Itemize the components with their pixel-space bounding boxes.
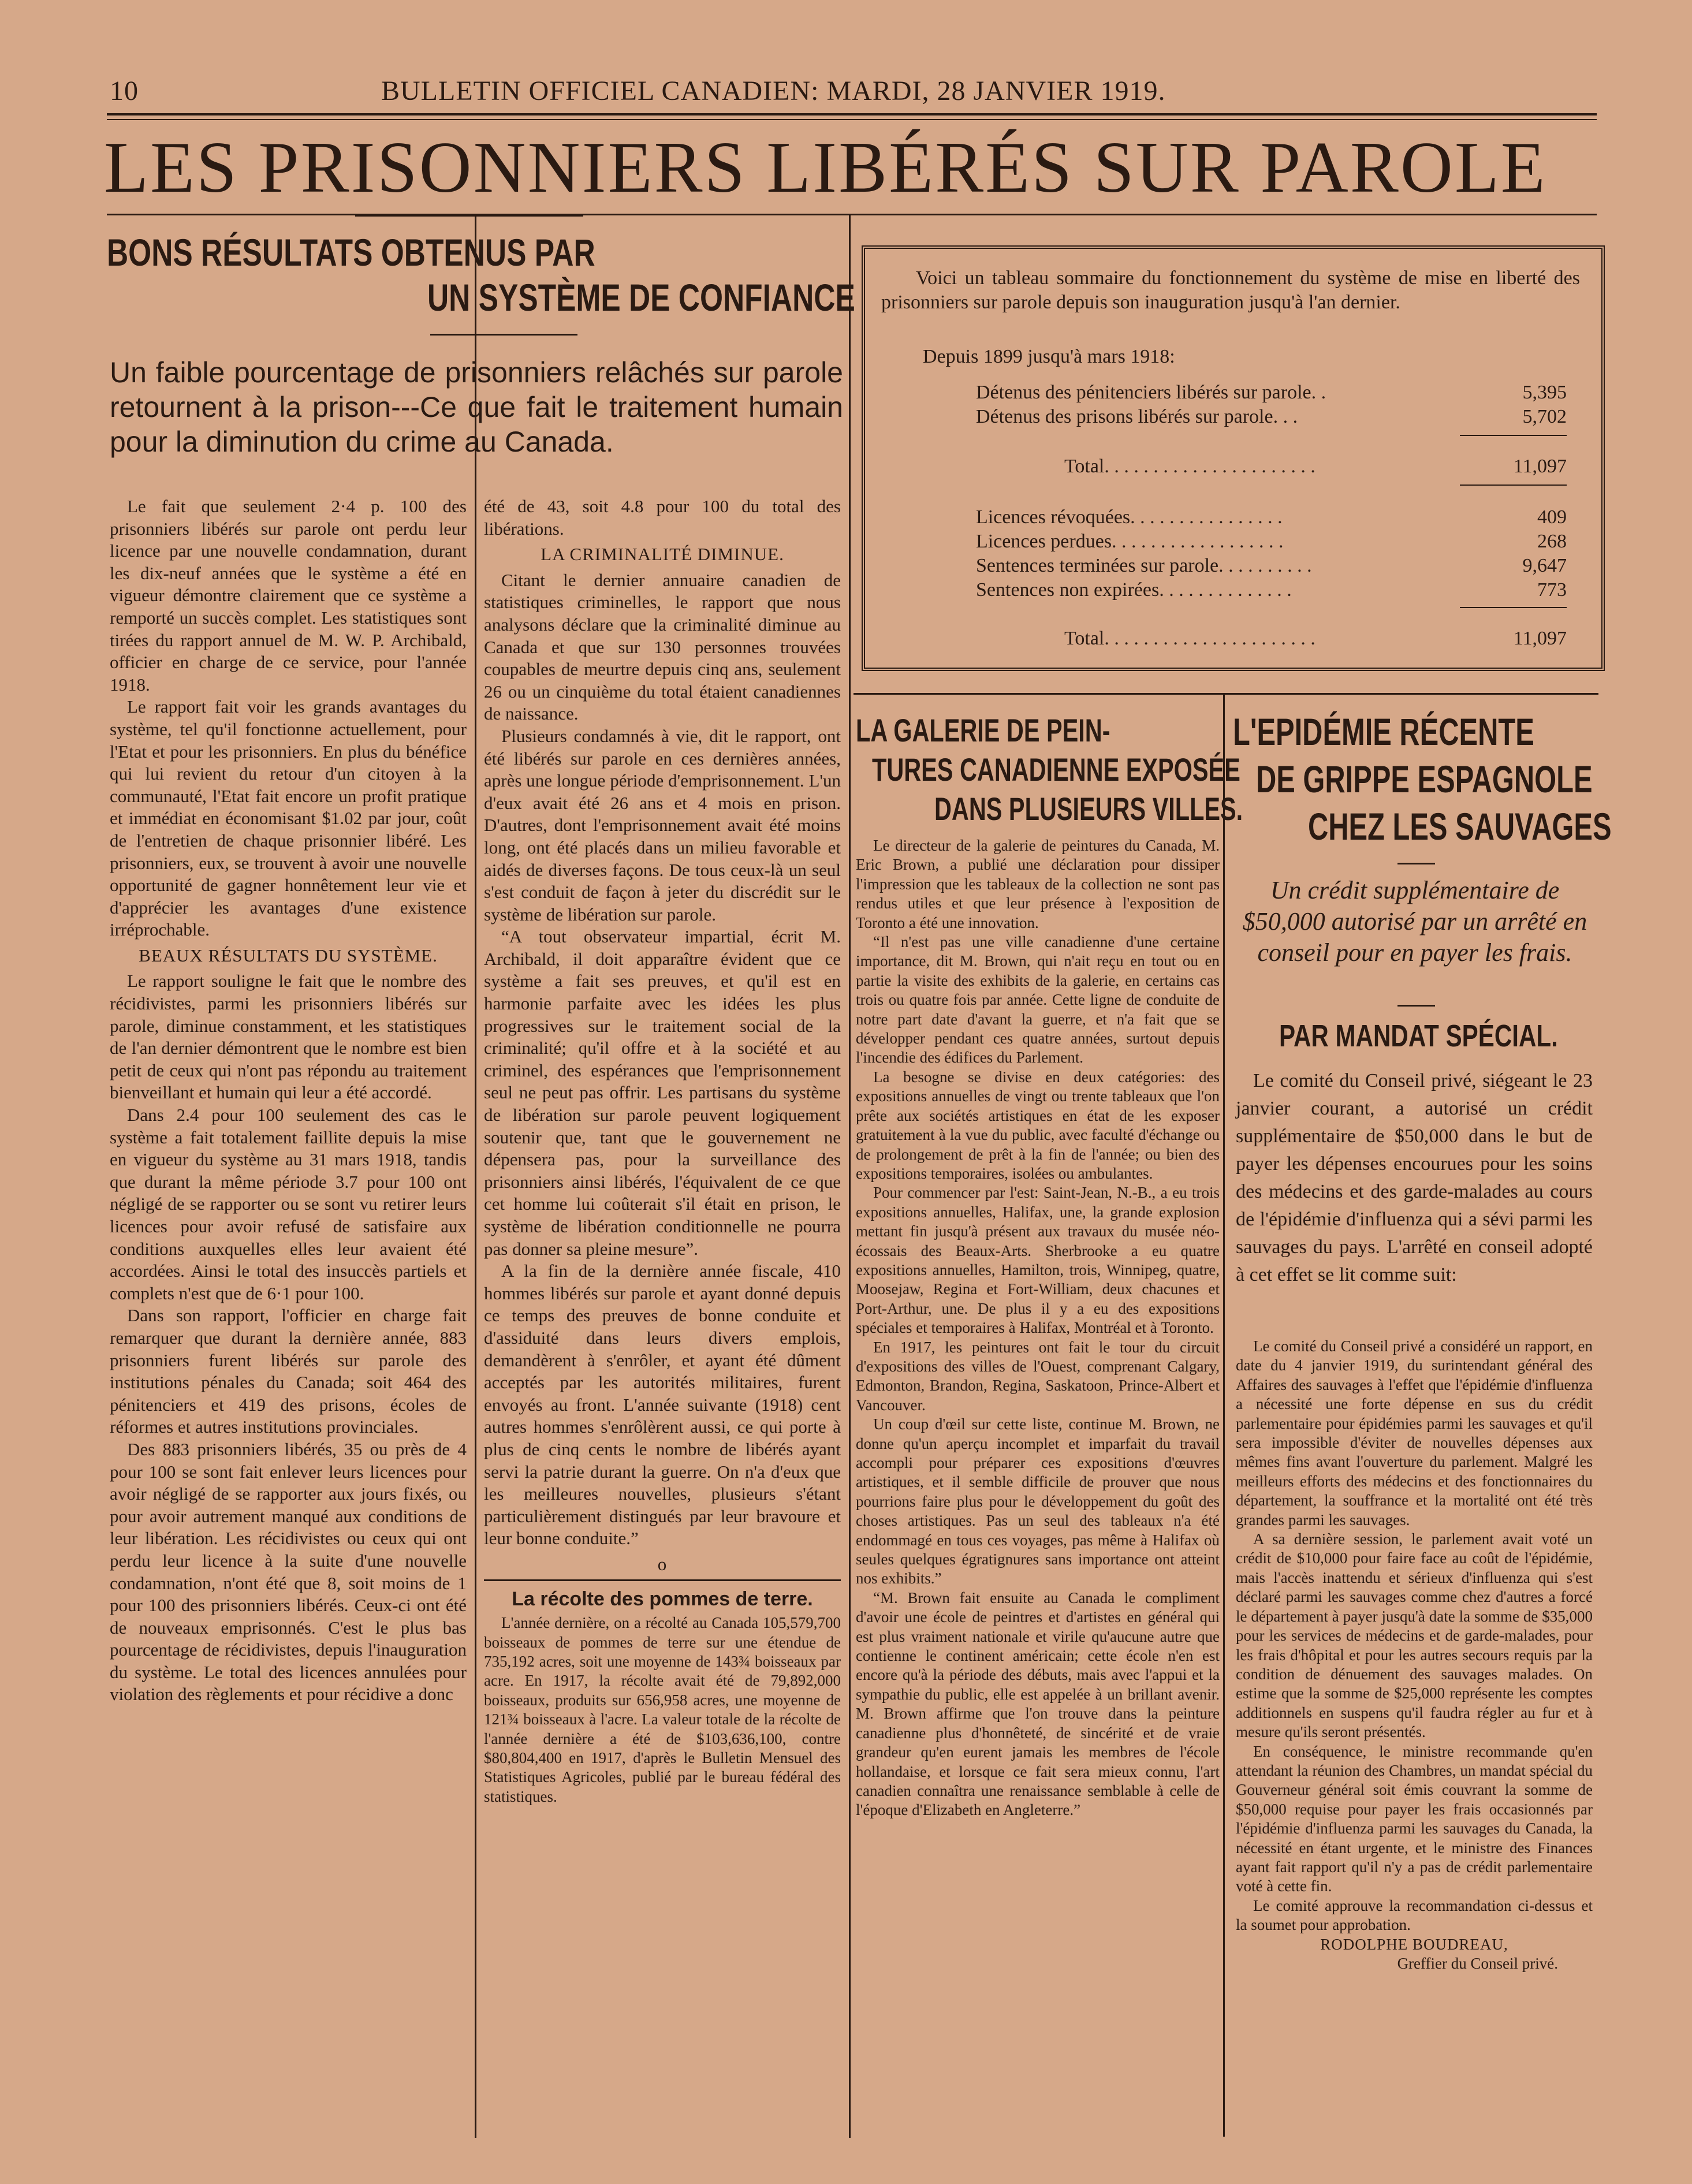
gallery-headline-line3: DANS PLUSIEURS VILLES.	[934, 791, 1243, 827]
table-row-label: Licences perdues. . . . . . . . . . . . . . . . . .	[976, 531, 1284, 552]
separator-mark: o	[657, 1553, 668, 1574]
paragraph: Le comité du Conseil privé, siégeant le 23 janvier courant, a autorisé un crédit supplémentaire de $50,000 dans le but de payer les dépenses encourues pour les soins des médecins et des garde-malades au cours de l'épidémie d'influenza qui a sévi parmi les sauvages du pays. L'arrêté en conseil adopté à cet effet se lit comme suit:	[1236, 1070, 1593, 1285]
potatoes-headline: La récolte des pommes de terre.	[512, 1587, 813, 1610]
paragraph: Un coup d'œil sur cette liste, continue M. Brown, ne donne qu'un aperçu incomplet et imparfait du travail accompli pour préparer ces expositions d'œuvres artistiques, et il semble difficile de prouver que nous pourrions faire plus pour le développement du goût des choses artistiques. Pas un seul des tableaux n'a été endommagé en tous ces voyages, pas même à Halifax où seules quelques égratignures sans importance ont atteint nos exhibits.”	[856, 1415, 1220, 1587]
article-headline-line1: BONS RÉSULTATS OBTENUS PAR	[107, 231, 595, 274]
table-row-label: Détenus des prisons libérés sur parole. . .	[976, 406, 1298, 427]
column-rule	[1223, 693, 1225, 2137]
signature-name: RODOLPHE BOUDREAU,	[1320, 1935, 1508, 1953]
subheading: LA CRIMINALITÉ DIMINUE.	[541, 544, 784, 565]
epidemic-headline-line1: L'EPIDÉMIE RÉCENTE	[1233, 710, 1534, 753]
paragraph: Citant le dernier annuaire canadien de statistiques criminelles, le rapport que nous analysons déclare que la criminalité diminue au Canada et que sur 130 personnes trouvées coupables de meurtre depuis cinq ans, seulement 26 ou un cinquième du total étaient canadiennes de naissance.	[484, 569, 841, 724]
paragraph: A sa dernière session, le parlement avait voté un crédit de $10,000 pour faire face au coût de l'épidémie, mais l'accès inattendu et sérieux d'influenza qui s'est déclaré parmi les sauvages comme chez d'autres a forcé le département à payer jusqu'à date la somme de $35,000 pour les services de médecins et de garde-malades, pour les frais d'hôpital et pour les autres secours requis par la condition de dénuement des sauvages malades. On estime que la somme de $25,000 représente les comptes additionnels en suspens qu'il faudra régler au fur et à mesure qu'ils seront présentés.	[1236, 1530, 1593, 1741]
header-rule	[107, 113, 1597, 115]
gallery-headline-line1: LA GALERIE DE PEIN-	[856, 712, 1110, 748]
table-row-value: 409	[1537, 506, 1567, 528]
paragraph: Plusieurs condamnés à vie, dit le rapport, ont été libérés sur parole en ces dernières années, après une longue période d'emprisonnement. L'un d'eux avait été 26 ans et 4 mois en prison. D'autres, dont l'emprisonnement avait été moins long, ont été placés dans un milieu favorable et aidés de diverses façons. De tous ceux-là un seul s'est conduit de façon à jeter du discrédit sur le système de libération sur parole.	[484, 725, 841, 925]
paragraph: La besogne se divise en deux catégories: des expositions annuelles de vingt ou trente tableaux que l'on prête aux sociétés artistiques en état de les exposer gratuitement à la vue du public, avec faculté d'échange ou de prolongement de prêt à la fin de l'année; ou bien des expositions temporaires, isolées ou ambulantes.	[856, 1068, 1220, 1182]
table-row-value: 268	[1537, 531, 1567, 552]
gallery-column	[856, 836, 1220, 1820]
paragraph: Le rapport souligne le fait que le nombre des récidivistes, parmi les prisonniers libérés sur parole, diminue constamment, et les statistiques de l'an dernier démontrent que le nombre est bien petit de ceux qui n'ont pas répondu au traitement bienveillant et humain qui leur a été accordé.	[110, 971, 467, 1103]
main-title: LES PRISONNIERS LIBÉRÉS SUR PAROLE	[104, 128, 1547, 208]
paragraph: A la fin de la dernière année fiscale, 410 hommes libérés sur parole et ayant donné depuis ce temps des preuves de bonne conduite et d'assiduité dans leurs divers emplois, demandèrent à s'enrôler, et ayant été dûment acceptés par les autorités militaires, furent envoyés au front. L'année suivante (1918) cent autres hommes s'enrôlèrent aussi, ce qui porte à plus de cinq cents le nombre de libérés ayant servi la patrie durant la guerre. On n'a d'eux que les meilleures nouvelles, plusieurs s'étant particulièrement distingués par leur bravoure et leur bonne conduite.”	[484, 1261, 841, 1549]
article-headline-line2: UN SYSTÈME DE CONFIANCE	[427, 276, 855, 319]
epidemic-deck: Un crédit supplémentaire de $50,000 autorisé par un arrêté en conseil pour en payer les frais.	[1242, 876, 1587, 967]
column-rule	[849, 215, 851, 2138]
column-rule	[475, 215, 476, 2138]
paragraph: En 1917, les peintures ont fait le tour du circuit d'expositions des villes de l'Ouest, comprenant Calgary, Edmonton, Brandon, Regina, Saskatoon, Prince-Albert et Vancouver.	[856, 1338, 1220, 1414]
statistics-box	[862, 245, 1605, 671]
sum-rule	[1460, 607, 1567, 608]
headline-rule	[1397, 863, 1435, 864]
paragraph: Dans son rapport, l'officier en charge fait remarquer que durant la dernière année, 883 prisonniers furent libérés sur parole des institutions pénales du Canada; soit 464 des pénitenciers et 419 des prisons, écoles de réformes et autres institutions provinciales.	[110, 1305, 467, 1437]
headline-rule	[1397, 1005, 1435, 1007]
table-total-label: Total. . . . . . . . . . . . . . . . . . . . . .	[1064, 456, 1315, 477]
table-row-value: 9,647	[1522, 555, 1567, 576]
epidemic-subheading: PAR MANDAT SPÉCIAL.	[1279, 1019, 1558, 1053]
paragraph: été de 43, soit 4.8 pour 100 du total des libérations.	[484, 496, 841, 539]
paragraph: “A tout observateur impartial, écrit M. Archibald, il doit apparaître évident que ce système a fait ses preuves, et qu'il est en harmonie parfaite avec les idées les plus progressives sur le traitement social de la criminalité; qu'il offre et à la société et au criminel, des espérances que l'emprisonnement seul ne peut pas offrir. Les partisans du système de libération sur parole peuvent logiquement soutenir que, tant que le gouvernement ne dépensera pas, pour la surveillance des prisonniers ainsi libérés, l'équivalent de ce que cet homme lui coûterait s'il était en prison, le système de libération conditionnelle ne pourra pas donner sa pleine mesure”.	[484, 926, 841, 1259]
paragraph: Dans 2.4 pour 100 seulement des cas le système a fait totalement faillite depuis la mise en vigueur du système au 31 mars 1918, tandis que durant la même période 3.7 pour 100 ont négligé de se rapporter ou se sont vu retirer leurs licences pour avoir refusé de satisfaire aux conditions auxquelles elles leur avaient été accordées. Ainsi le total des insuccès partiels et complets n'est que de 6·1 pour 100.	[110, 1105, 467, 1303]
table-row-label: Détenus des pénitenciers libérés sur parole. .	[976, 382, 1326, 403]
paragraph: En conséquence, le ministre recommande qu'en attendant la réunion des Chambres, un mandat spécial du Gouverneur général soit émis couvrant la somme de $50,000 requise pour payer les frais occasionnés par l'épidémie d'influenza parmi les sauvages du Canada, la nécessité en étant urgente, et le ministre des Finances ayant fait rapport qu'il n'y a pas de crédit parlementaire voté à cette fin.	[1236, 1742, 1593, 1895]
signature-title: Greffier du Conseil privé.	[1397, 1955, 1558, 1972]
epidemic-headline-line2: DE GRIPPE ESPAGNOLE	[1256, 758, 1593, 800]
gallery-headline-line2: TURES CANADIENNE EXPOSÉE	[872, 751, 1240, 788]
epidemic-headline-line3: CHEZ LES SAUVAGES	[1308, 805, 1612, 848]
sum-rule	[1460, 484, 1567, 486]
subheading: BEAUX RÉSULTATS DU SYSTÈME.	[139, 945, 438, 966]
article-column-1	[110, 495, 467, 1706]
box-period: Depuis 1899 jusqu'à mars 1918:	[923, 346, 1175, 367]
table-row-value: 773	[1537, 579, 1567, 601]
paragraph: Le fait que seulement 2·4 p. 100 des prisonniers libérés sur parole ont perdu leur licence par une nouvelle condamnation, durant les dix-neuf années que le système a été en vigueur démontre clairement que ce système a remporté un succès complet. Les statistiques sont tirées du rapport annuel de M. W. P. Archibald, officier en charge de ce service, pour l'année 1918.	[110, 496, 467, 695]
separator-rule	[484, 1579, 841, 1581]
headline-rule	[430, 334, 577, 336]
publication-dateline: BULLETIN OFFICIEL CANADIEN: MARDI, 28 JANVIER 1919.	[381, 76, 1166, 106]
sum-rule	[1460, 435, 1567, 436]
article-column-2	[484, 495, 841, 1806]
table-total-value: 11,097	[1513, 628, 1567, 649]
table-row-label: Licences révoquées. . . . . . . . . . . . . . . .	[976, 506, 1283, 528]
table-total-label: Total. . . . . . . . . . . . . . . . . . . . . .	[1064, 628, 1315, 649]
header-rule-thin	[107, 119, 1597, 120]
paragraph: Le rapport fait voir les grands avantages du système, tel qu'il fonctionne actuellement, pour l'Etat et pour les prisonniers. En plus du bénéfice qui lui revient du retour d'un citoyen à la communauté, l'Etat fait encore un profit pratique et immédiat en économisant $1.02 par jour, coût de l'entretien de chaque prisonnier libéré. Les prisonniers, eux, se trouvent à avoir une nouvelle opportunité de gagner honnêtement leur vie et d'apprécier les avantages d'une existence irréprochable.	[110, 696, 467, 940]
title-rule	[107, 214, 1597, 215]
potatoes-body: L'année dernière, on a récolté au Canada 105,579,700 boisseaux de pommes de terre sur une étendue de 735,192 acres, soit une moyenne de 143¾ boisseaux par acre. En 1917, la récolte avait été de 79,892,000 boisseaux, produits sur 656,958 acres, une moyenne de 121¾ boisseaux à l'acre. La valeur totale de la récolte de l'année dernière a été de $103,636,100, contre $80,804,400 en 1917, d'après le Bulletin Mensuel des Statistiques Agricoles, publié par le bureau fédéral des statistiques.	[484, 1614, 841, 1805]
paragraph: Pour commencer par l'est: Saint-Jean, N.-B., a eu trois expositions annuelles, Halifax, une, la grande explosion mettant fin jusqu'à présent aux travaux du musée néo-écossais des Beaux-Arts. Sherbrooke a eu quatre expositions annuelles, Hamilton, trois, Winnipeg, quatre, Moosejaw, Regina et Fort-William, deux chacunes et Port-Arthur, une. De plus il y a eu des expositions spéciales et temporaires à Halifax, Montréal et à Toronto.	[856, 1184, 1220, 1337]
table-row-label: Sentences non expirées. . . . . . . . . . . . . .	[976, 579, 1292, 601]
table-row-value: 5,702	[1522, 406, 1567, 427]
headline-rule	[355, 215, 583, 217]
table-row-value: 5,395	[1522, 382, 1567, 403]
table-total-value: 11,097	[1513, 456, 1567, 477]
paragraph: Le comité du Conseil privé a considéré un rapport, en date du 4 janvier 1919, du surintendant général des Affaires des sauvages à l'effet que l'épidémie d'influenza a nécessité une forte dépense en sus du crédit parlementaire pour épidémies parmi les sauvages et qu'il sera impossible d'éviter de nouvelles dépenses aux mêmes fins avant l'ouverture du parlement. Malgré les meilleurs efforts des médecins et des fonctionnaires du département, la souffrance et la mortalité ont été très grandes parmi les sauvages.	[1236, 1337, 1593, 1529]
epidemic-order-column	[1236, 1337, 1593, 1973]
box-bottom-rule	[854, 693, 1598, 695]
paragraph: Des 883 prisonniers libérés, 35 ou près de 4 pour 100 se sont fait enlever leurs licences pour avoir négligé de se rapporter aux jours fixés, ou pour avoir autrement manqué aux conditions de leur libération. Les récidivistes ou ceux qui ont perdu leur licence à la suite d'une nouvelle condamnation, n'ont été que 8, soit moins de 1 pour 100 des prisonniers libérés. Ceux-ci ont été de nouveaux emprisonnés. C'est le plus bas pourcentage de récidivistes, depuis l'inauguration du système. Le total des licences annulées pour violation des règlements et pour récidive a donc	[110, 1438, 467, 1705]
article-deck: Un faible pourcentage de prisonniers relâchés sur parole retournent à la prison---Ce que fait le traitement humain pour la diminution du crime au Canada.	[110, 356, 843, 458]
table-row-label: Sentences terminées sur parole. . . . . . . . . .	[976, 555, 1312, 576]
paragraph: “M. Brown fait ensuite au Canada le compliment d'avoir une école de peintres et d'artistes en général qui est plus vraiment nationale et virile qu'aucune autre que contienne le continent américain; cette école n'en est encore qu'à la période des débuts, mais avec l'appui et la sympathie du public, elle est appelée à un brillant avenir. M. Brown affirme que l'on trouve dans la peinture canadienne plus d'honnêteté, de sincérité et de vraie grandeur qu'en eurent jamais les membres de l'école hollandaise, et lorsque ce fait sera mieux connu, l'art canadien connaîtra une renaissance semblable à celle de l'époque d'Elizabeth en Angleterre.”	[856, 1589, 1220, 1819]
epidemic-column	[1236, 1067, 1593, 1289]
paragraph: Le directeur de la galerie de peintures du Canada, M. Eric Brown, a publié une déclaration pour dissiper l'impression que les tableaux de la collection ne sont pas rendus utiles et que leur présence à l'exposition de Toronto a été une innovation.	[856, 837, 1220, 931]
paragraph: Le comité approuve la recommandation ci-dessus et la soumet pour approbation.	[1236, 1896, 1593, 1934]
paragraph: “Il n'est pas une ville canadienne d'une certaine importance, dit M. Brown, qui n'ait reçu en tout ou en partie la visite des exhibits de la galerie, en certains cas trois ou quatre fois par année. Cette ligne de conduite de notre part date d'avant la guerre, et n'a fait que se développer pendant ces quatre années, surtout depuis l'incendie des édifices du Parlement.	[856, 933, 1220, 1067]
box-intro: Voici un tableau sommaire du fonctionnement du système de mise en liberté des prisonniers sur parole depuis son inauguration jusqu'à l'an dernier.	[881, 267, 1580, 313]
page-number: 10	[110, 76, 139, 106]
